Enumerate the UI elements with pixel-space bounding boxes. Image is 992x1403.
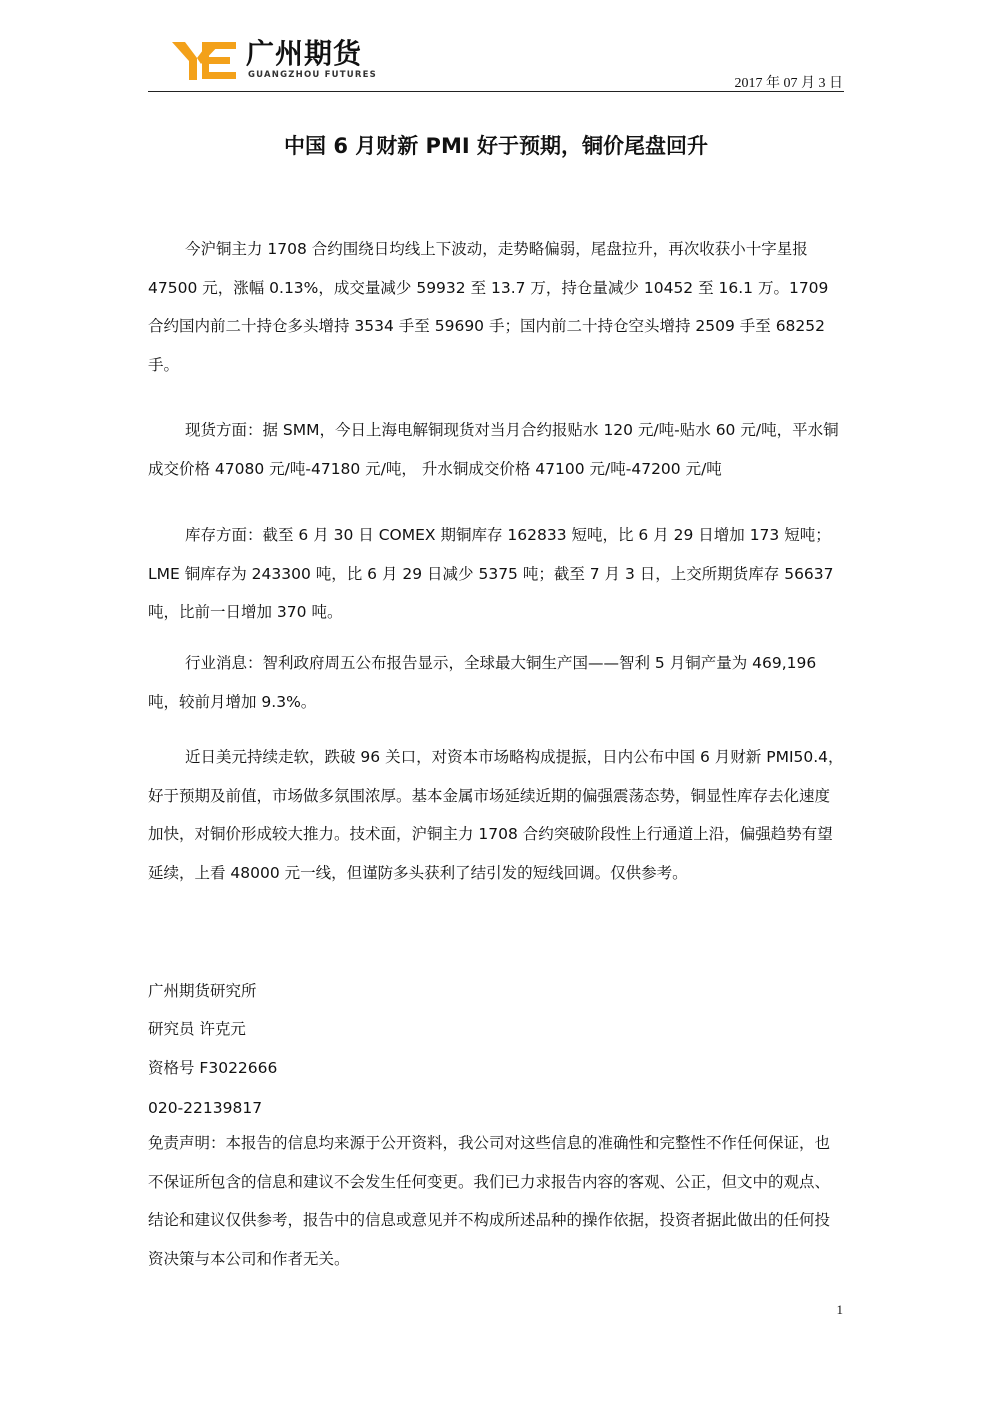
institute-name: 广州期货研究所 xyxy=(148,982,257,1000)
paragraph-spot-market xyxy=(148,411,844,488)
yf-logo-icon xyxy=(170,40,240,82)
disclaimer-text: 免责声明：本报告的信息均来源于公开资料，我公司对这些信息的准确性和完整性不作任何保证，也不保证所包含的信息和建议不会发生任何变更。我们已力求报告内容的客观、公正，但文中的观点、结论和建议仅供参考，报告中的信息或意见并不构成所述品种的操作依据，投资者据此做出的任何投资决策与本公司和作者无关。 xyxy=(148,1134,831,1268)
paragraph-industry-news xyxy=(148,644,844,721)
paragraph-text: 行业消息：智利政府周五公布报告显示，全球最大铜生产国——智利 5 月铜产量为 469,196 吨，较前月增加 9.3%。 xyxy=(148,654,817,711)
report-date: 2017 年 07 月 3 日 xyxy=(734,76,843,91)
company-logo xyxy=(170,37,377,84)
paragraph-outlook xyxy=(148,738,844,892)
phone-number: 020-22139817 xyxy=(148,1099,263,1117)
researcher-name: 研究员 许克元 xyxy=(148,1020,246,1038)
paragraph-text: 近日美元持续走软，跌破 96 关口，对资本市场略构成提振，日内公布中国 6 月财新 PMI50.4，好于预期及前值，市场做多氛围浓厚。基本金属市场延续近期的偏强震荡态势，铜显性库存去化速度加快，对铜价形成较大推力。技术面，沪铜主力 1708 合约突破阶段性上行通道上沿，偏强趋势有望延续，上看 48000 元一线，但谨防多头获利了结引发的短线回调。仅供参考。 xyxy=(148,748,844,882)
paragraph-text: 现货方面：据 SMM，今日上海电解铜现货对当月合约报贴水 120 元/吨-贴水 60 元/吨，平水铜成交价格 47080 元/吨-47180 元/吨， 升水铜成交价格 47100 元/吨-47200 元/吨 xyxy=(148,421,839,478)
paragraph-text: 库存方面：截至 6 月 30 日 COMEX 期铜库存 162833 短吨，比 6 月 29 日增加 173 短吨；LME 铜库存为 243300 吨，比 6 月 29 日减少 5375 吨；截至 7 月 3 日，上交所期货库存 56637 吨，比前一日增加 370 吨。 xyxy=(148,526,834,621)
paragraph-market-summary xyxy=(148,230,844,384)
paragraph-inventory xyxy=(148,516,844,632)
logo-english-name: GUANGZHOU FUTURES xyxy=(248,70,377,80)
paragraph-text: 今沪铜主力 1708 合约围绕日均线上下波动，走势略偏弱，尾盘拉升，再次收获小十字星报 47500 元，涨幅 0.13%，成交量减少 59932 至 13.7 万，持仓量减少 10452 至 16.1 万。1709 合约国内前二十持仓多头增持 3534 手至 59690 手；国内前二十持仓空头增持 2509 手至 68252 手。 xyxy=(148,240,829,374)
license-number: 资格号 F3022666 xyxy=(148,1059,278,1077)
logo-chinese-name: 广州期货 xyxy=(246,37,363,70)
header-divider xyxy=(148,91,844,92)
report-title: 中国 6 月财新 PMI 好于预期，铜价尾盘回升 xyxy=(284,134,708,158)
page-number: 1 xyxy=(836,1302,843,1317)
